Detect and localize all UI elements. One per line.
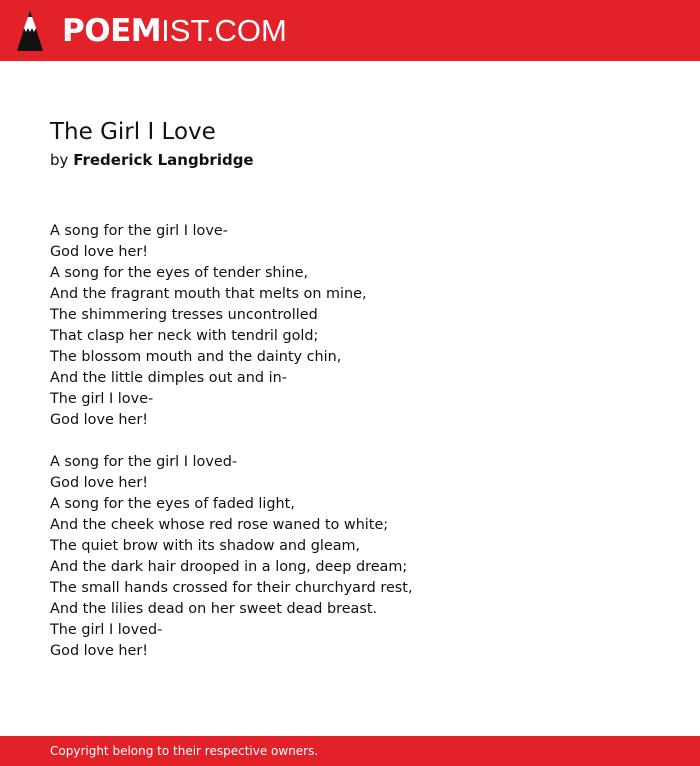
site-header — [0, 0, 700, 61]
poem-title: The Girl I Love — [50, 119, 216, 145]
poem-line: The small hands crossed for their churchyard rest, — [50, 580, 413, 596]
poem-line: God love her! — [50, 475, 149, 491]
poem-line: The girl I love- — [50, 391, 154, 407]
site-logo-text[interactable] — [62, 13, 287, 49]
byline-prefix: by — [50, 151, 69, 169]
poem-line: A song for the girl I loved- — [50, 454, 238, 470]
poem-body — [50, 221, 650, 662]
poem-line: That clasp her neck with tendril gold; — [50, 328, 319, 344]
copyright-notice: Copyright belong to their respective owners. — [50, 744, 319, 758]
poem-line: A song for the girl I love- — [50, 223, 228, 239]
poem-line: The girl I loved- — [50, 622, 163, 638]
poem-line: And the little dimples out and in- — [50, 370, 287, 386]
poem-line: And the dark hair drooped in a long, deep dream; — [50, 559, 408, 575]
poem-line: A song for the eyes of tender shine, — [50, 265, 309, 281]
poem-line: And the cheek whose red rose waned to white; — [50, 517, 389, 533]
site-footer — [0, 736, 700, 766]
brand-bold-text: POEM — [62, 13, 162, 49]
poem-line: And the lilies dead on her sweet dead breast. — [50, 601, 378, 617]
poem-line: God love her! — [50, 244, 149, 260]
poem-line: A song for the eyes of faded light, — [50, 496, 295, 512]
poem-line: The quiet brow with its shadow and gleam, — [50, 538, 361, 554]
poem-line: The shimmering tresses uncontrolled — [50, 307, 318, 323]
pencil-tip-icon[interactable] — [17, 10, 43, 51]
poem-content — [50, 116, 650, 683]
poem-author: Frederick Langbridge — [73, 151, 254, 169]
poem-line: The blossom mouth and the dainty chin, — [50, 349, 342, 365]
poem-line: God love her! — [50, 643, 149, 659]
poem-line: And the fragrant mouth that melts on mine, — [50, 286, 367, 302]
brand-light-text: IST.COM — [161, 13, 287, 48]
poem-stanza — [50, 452, 650, 662]
poem-stanza — [50, 221, 650, 431]
poem-line: God love her! — [50, 412, 149, 428]
poem-byline — [50, 149, 650, 171]
